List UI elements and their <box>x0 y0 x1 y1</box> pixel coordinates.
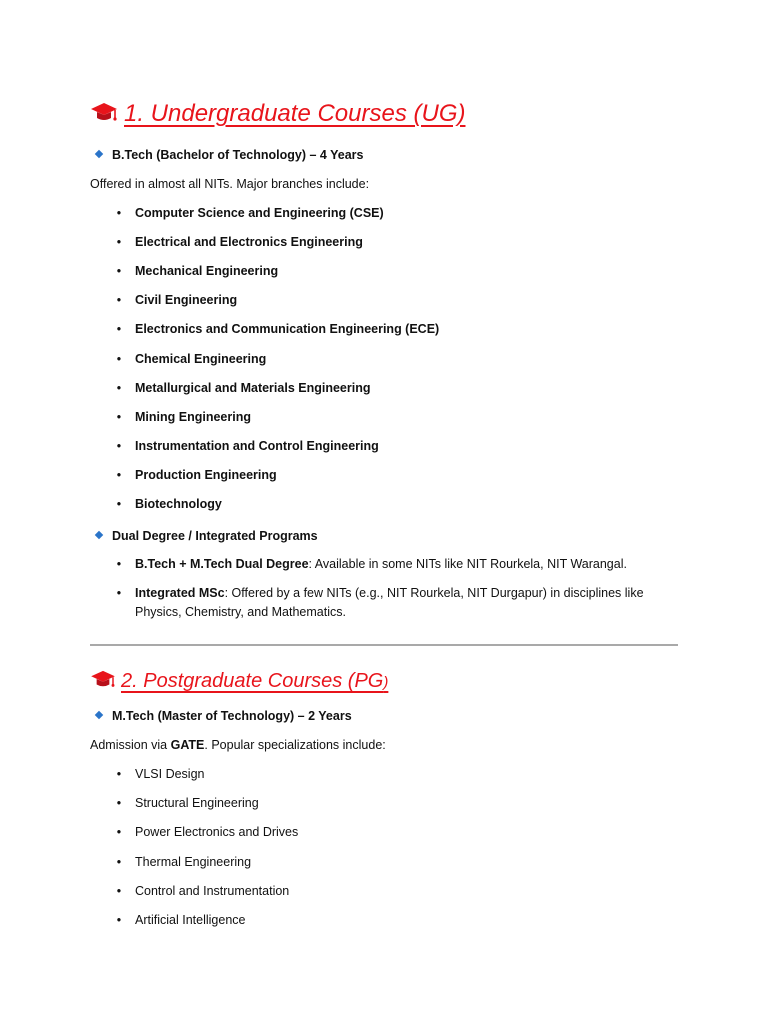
pg-heading-tail: ) <box>383 674 389 691</box>
list-item-text: Artificial Intelligence <box>135 913 246 927</box>
btech-section-title <box>96 146 363 164</box>
bullet-dot-icon: • <box>116 293 122 308</box>
list-item-integrated-msc <box>115 584 675 622</box>
mtech-section-title <box>96 707 352 725</box>
list-item-text: Civil Engineering <box>135 293 238 308</box>
bullet-dot-icon: • <box>116 235 122 250</box>
bullet-dot-icon: • <box>116 767 122 781</box>
pg-heading-text: 2. Postgraduate Courses (PG <box>121 670 384 692</box>
list-item <box>115 437 675 456</box>
pg-intro-bold: GATE <box>170 738 205 752</box>
list-item-text: Thermal Engineering <box>135 854 252 869</box>
list-item-text: Instrumentation and Control Engineering <box>135 438 379 453</box>
list-item <box>115 408 675 427</box>
list-item-dual-degree <box>115 555 675 574</box>
dual-degree-section-title <box>96 527 318 545</box>
bullet-dot-icon: • <box>116 380 122 395</box>
list-item <box>115 291 675 310</box>
list-item <box>115 379 675 398</box>
bullet-dot-icon: • <box>116 854 122 869</box>
list-item <box>115 882 675 901</box>
list-item-text: Chemical Engineering <box>135 351 267 366</box>
list-item-text: Biotechnology <box>135 497 222 511</box>
bullet-dot-icon: • <box>116 883 122 898</box>
bullet-dot-icon: • <box>116 351 122 366</box>
mtech-title-text: M.Tech (Master of Technology) – 2 Years <box>112 709 352 723</box>
list-item <box>115 794 675 813</box>
list-item-text: Control and Instrumentation <box>135 883 290 898</box>
btech-title-text: B.Tech (Bachelor of Technology) – 4 Years <box>112 148 364 162</box>
list-item <box>115 204 675 223</box>
pg-intro-pre: Admission via <box>90 738 171 752</box>
list-item <box>115 765 675 784</box>
list-item-text: Power Electronics and Drives <box>135 825 299 840</box>
bullet-dot-icon: • <box>116 438 122 453</box>
bullet-dot-icon: • <box>116 322 122 337</box>
bullet-dot-icon: • <box>116 796 122 811</box>
list-item <box>115 853 675 872</box>
bullet-dot-icon: • <box>116 497 122 511</box>
blue-diamond-icon <box>95 711 103 719</box>
bullet-dot-icon: • <box>116 913 122 927</box>
list-item <box>115 466 675 485</box>
ug-intro: Offered in almost all NITs. Major branches include: <box>90 177 370 191</box>
list-item-text: Computer Science and Engineering (CSE) <box>135 206 384 220</box>
bullet-dot-icon: • <box>116 206 122 220</box>
list-item-text: Mining Engineering <box>135 409 251 424</box>
list-item <box>115 233 675 252</box>
ug-heading <box>90 99 465 129</box>
bullet-dot-icon: • <box>116 409 122 424</box>
section-divider <box>90 644 678 646</box>
list-item-text: VLSI Design <box>135 767 205 781</box>
list-item <box>115 495 675 514</box>
list-item <box>115 823 675 842</box>
integrated-item-text: : Offered by a few NITs (e.g., NIT Rourkela, NIT Durgapur) in disciplines like Physics, Chemistry, and Mathematics. <box>135 586 644 619</box>
pg-intro-post: . Popular specializations include: <box>204 738 386 752</box>
dual-item-lead: B.Tech + M.Tech Dual Degree <box>135 557 309 571</box>
list-item-text: Electrical and Electronics Engineering <box>135 235 363 250</box>
bullet-dot-icon: • <box>116 557 122 571</box>
graduation-cap-icon <box>90 101 118 123</box>
blue-diamond-icon <box>95 531 103 539</box>
list-item-text: Production Engineering <box>135 467 277 482</box>
list-item-text: Mechanical Engineering <box>135 264 279 279</box>
ug-heading-text: 1. Undergraduate Courses (UG) <box>124 100 466 127</box>
pg-intro <box>90 736 386 754</box>
dual-title-text: Dual Degree / Integrated Programs <box>112 529 318 543</box>
bullet-dot-icon: • <box>116 264 122 279</box>
integrated-item-lead: Integrated MSc <box>135 586 225 600</box>
list-item-text: Metallurgical and Materials Engineering <box>135 380 371 395</box>
list-item <box>115 320 675 339</box>
list-item-text: Electronics and Communication Engineering (ECE) <box>135 322 440 337</box>
list-item-text: Structural Engineering <box>135 796 259 811</box>
bullet-dot-icon: • <box>116 467 122 482</box>
bullet-dot-icon: • <box>116 825 122 840</box>
list-item <box>115 262 675 281</box>
list-item <box>115 350 675 369</box>
list-item <box>115 911 675 930</box>
graduation-cap-icon <box>90 669 116 689</box>
dual-item-text: : Available in some NITs like NIT Rourkela, NIT Warangal. <box>308 557 627 571</box>
bullet-dot-icon: • <box>116 586 122 600</box>
blue-diamond-icon <box>95 150 103 158</box>
pg-heading <box>90 666 388 698</box>
